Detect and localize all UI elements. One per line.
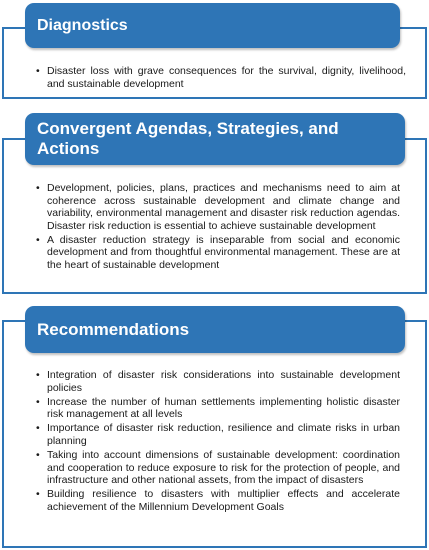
- list-item: • Integration of disaster risk considerations into sustainable development policies: [36, 369, 400, 394]
- recommendations-list: [36, 369, 400, 515]
- diagnostics-header: [25, 3, 400, 48]
- section-title: Convergent Agendas, Strategies, and Actions: [37, 119, 339, 158]
- diagnostics-list: [36, 65, 406, 92]
- list-item: • Building resilience to disasters with multiplier effects and accelerate achievement of the Millennium Development Goals: [36, 488, 400, 513]
- section-title: Recommendations: [37, 319, 190, 339]
- list-item: • A disaster reduction strategy is inseparable from social and economic development and from thoughtful environmental management. These are at the heart of sustainable development: [36, 234, 400, 272]
- convergent-list: [36, 182, 400, 273]
- section-title: Diagnostics: [37, 16, 128, 34]
- list-item: • Increase the number of human settlements implementing holistic disaster risk management at all levels: [36, 396, 400, 421]
- list-item: • Taking into account dimensions of sustainable development: coordination and cooperation to reduce exposure to risk for the protection of people, and infrastructure and other national assets, from the impact of disasters: [36, 449, 400, 487]
- recommendations-header: [25, 306, 405, 353]
- recommendations-box: [2, 320, 427, 548]
- list-item: • Importance of disaster risk reduction, resilience and climate risks in urban planning: [36, 422, 400, 447]
- list-item: • Disaster loss with grave consequences for the survival, dignity, livelihood, and sustainable development: [36, 65, 406, 90]
- list-item: • Development, policies, plans, practices and mechanisms need to aim at coherence across sustainable development and climate change and variability, environmental management and disaster risk reduction agendas. Disaster risk reduction is essential to achieve sustainable development: [36, 182, 400, 232]
- convergent-header: [25, 113, 405, 165]
